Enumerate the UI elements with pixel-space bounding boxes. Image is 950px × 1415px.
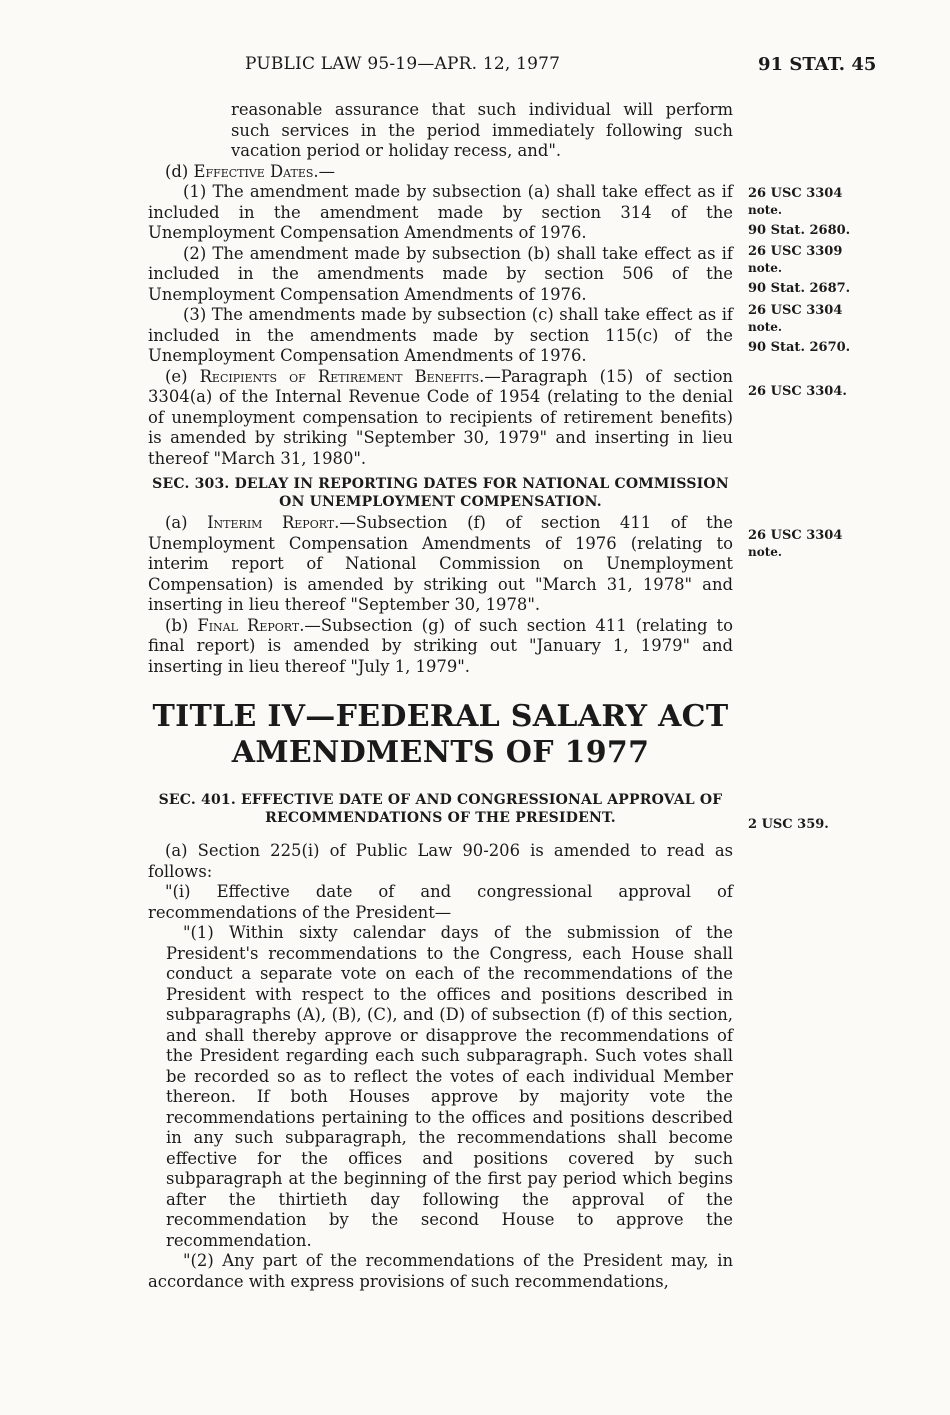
subsection-d-label: (d)	[165, 161, 194, 181]
paragraph-i1: "(1) Within sixty calendar days of the submission of the President's recommendations to the Congress, each House shall conduct a separate vote on each of the recommendations of the President with respect to the offices and positions described in subparagraphs (A), (B), (C), and (D) of subsection (f) of this section, and shall thereby approve or disapprove the recommendations of the President regarding each such subparagraph. Such votes shall be recorded so as to reflect the votes of each individual Member thereon. If both Houses approve by majority vote the recommendations pertaining to the offices and positions described in any such subparagraph, the recommendations shall become effective for the offices and positions covered by such subparagraph at the beginning of the first pay period which begins after the thirtieth day following the approval of the recommendation by the second House to approve the recommendation.	[166, 923, 733, 1250]
subsection-e-title: Recipients of Retirement Benefits.	[199, 366, 485, 386]
title-iv-line2: AMENDMENTS OF 1977	[231, 735, 650, 770]
margin-note-3	[748, 302, 850, 356]
subsection-303b-title: Final Report.	[197, 615, 305, 635]
subsection-303a-label: (a)	[165, 513, 208, 532]
running-header-title: PUBLIC LAW 95-19—APR. 12, 1977	[245, 54, 561, 74]
subsection-e-text: —Paragraph (15) of section 3304(a) of the Internal Revenue Code of 1954 (relating to the denial of unemployment compensation to recipients of retirement benefits) is amended by striking "September 30, 1979" and inserting in lieu thereof "March 31, 1980".	[148, 366, 733, 468]
margin-note-3-stat: 90 Stat. 2670.	[748, 340, 851, 355]
margin-note-1	[748, 185, 850, 239]
paragraph-i2: "(2) Any part of the recommendations of the President may, in accordance with express provisions of such recommendations,	[148, 1251, 733, 1291]
margin-note-2-stat: 90 Stat. 2687.	[748, 281, 851, 296]
margin-note-5-citation: 26 USC 3304	[748, 528, 843, 543]
margin-note-2-note: note.	[748, 261, 783, 275]
margin-note-6-citation: 2 USC 359.	[748, 817, 829, 832]
margin-note-1-stat: 90 Stat. 2680.	[748, 223, 851, 238]
margin-note-2-citation: 26 USC 3309	[748, 244, 843, 259]
subsection-303a-text: —Subsection (f) of section 411 of the Unemployment Compensation Amendments of 1976 (relating to interim report of National Commission on Unemployment Compensation) is amended by striking out "March 31, 1978" and inserting in lieu thereof "September 30, 1978".	[148, 513, 734, 614]
section-401-heading: SEC. 401. EFFECTIVE DATE OF AND CONGRESSIONAL APPROVAL OF RECOMMENDATIONS OF THE PRESIDENT.	[158, 792, 723, 826]
statute-page-number: 91 STAT. 45	[758, 54, 877, 75]
subsection-d-dash: —	[318, 161, 336, 181]
margin-note-5-note: note.	[748, 545, 783, 559]
subsection-d-heading	[148, 162, 733, 183]
paragraph-d3: (3) The amendments made by subsection (c) shall take effect as if included in the amendments made by section 115(c) of the Unemployment Compensation Amendments of 1976.	[148, 305, 733, 365]
subsection-401a: (a) Section 225(i) of Public Law 90-206 is amended to read as follows:	[148, 841, 733, 881]
title-iv-line1: TITLE IV—FEDERAL SALARY ACT	[152, 699, 729, 734]
subsection-303a	[148, 513, 733, 616]
margin-note-3-note: note.	[748, 320, 783, 334]
subsection-303b-text: —Subsection (g) of such section 411 (relating to final report) is amended by striking out "January 1, 1979" and inserting in lieu thereof "July 1, 1979".	[148, 615, 733, 676]
margin-note-1-citation: 26 USC 3304	[748, 186, 843, 201]
margin-note-5	[748, 527, 842, 561]
body-text	[148, 100, 733, 1292]
subsection-303b-label: (b)	[165, 615, 198, 635]
section-303-heading: SEC. 303. DELAY IN REPORTING DATES FOR NATIONAL COMMISSION ON UNEMPLOYMENT COMPENSATION.	[152, 476, 729, 510]
margin-note-4	[748, 383, 847, 400]
margin-note-6	[748, 816, 829, 833]
paragraph-d1: (1) The amendment made by subsection (a) shall take effect as if included in the amendment made by section 314 of the Unemployment Compensation Amendments of 1976.	[148, 182, 733, 242]
subsection-d-title: Effective Dates.	[193, 161, 319, 181]
paragraph-continuation: reasonable assurance that such individual will perform such services in the period immediately following such vacation period or holiday recess, and".	[231, 100, 733, 160]
title-iv-heading	[148, 699, 733, 771]
subsection-e	[148, 367, 733, 470]
paragraph-d2: (2) The amendment made by subsection (b) shall take effect as if included in the amendments made by section 506 of the Unemployment Compensation Amendments of 1976.	[148, 243, 733, 304]
margin-note-1-note: note.	[748, 203, 783, 217]
margin-note-4-citation: 26 USC 3304.	[748, 384, 847, 399]
subsection-i-heading: "(i) Effective date of and congressional approval of recommendations of the President—	[148, 882, 733, 922]
subsection-303b	[148, 616, 733, 678]
margin-note-2	[748, 243, 850, 297]
subsection-303a-title: Interim Report.	[207, 513, 340, 532]
subsection-e-label: (e)	[165, 366, 200, 386]
margin-note-3-citation: 26 USC 3304	[748, 303, 843, 318]
